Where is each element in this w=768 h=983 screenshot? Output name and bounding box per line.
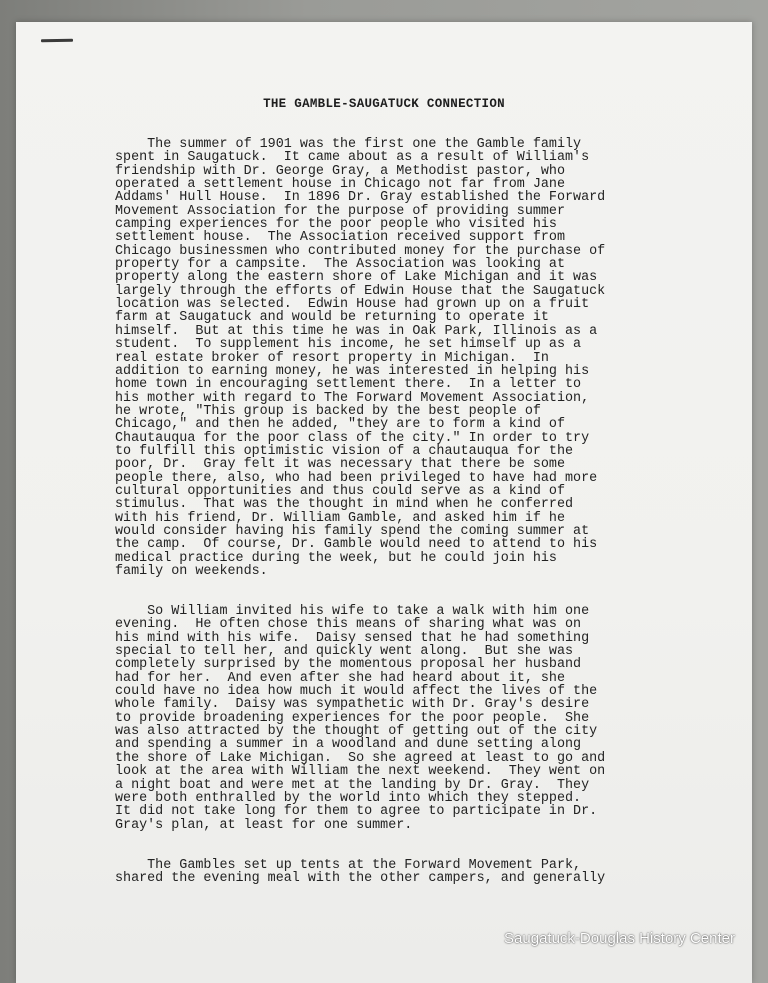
text-line: his mother with regard to The Forward Movement Association, [115, 390, 590, 406]
text-line: stimulus. That was the thought in mind when he conferred [115, 497, 574, 513]
text-line: Gray's plan, at least for one summer. [115, 817, 413, 833]
text-line: cultural opportunities and thus could serve as a kind of [115, 483, 565, 499]
text-line: himself. But at this time he was in Oak Park, Illinois as a [115, 323, 598, 339]
text-line: had for her. And even after she had heard about it, she [115, 670, 565, 686]
text-line: look at the area with William the next weekend. They went on [115, 764, 606, 780]
text-line: addition to earning money, he was interested in helping his [115, 363, 590, 379]
text-line: special to tell her, and quickly went along. But she was [115, 644, 574, 660]
text-line: completely surprised by the momentous proposal her husband [115, 657, 582, 673]
paragraph-gap [115, 578, 655, 605]
text-line: were both enthralled by the world into which they stepped. [115, 790, 582, 806]
text-line: Movement Association for the purpose of providing summer [115, 203, 565, 219]
paragraph-gap [115, 832, 655, 859]
text-line: family on weekends. [115, 564, 268, 579]
text-line: settlement house. The Association received support from [115, 230, 565, 246]
text-line: real estate broker of resort property in Michigan. In [115, 350, 549, 366]
text-line: and spending a summer in a woodland and dune setting along [115, 737, 582, 753]
paragraph [115, 138, 655, 578]
paragraph [115, 605, 655, 832]
staple-mark [41, 39, 73, 43]
text-line: medical practice during the week, but he could join his [115, 550, 557, 566]
document-title: THE GAMBLE-SAUGATUCK CONNECTION [263, 97, 505, 111]
paragraphs [115, 138, 655, 885]
text-line: Chautauqua for the poor class of the city." In order to try [115, 430, 590, 446]
text-line: Chicago," and then he added, "they are to form a kind of [115, 417, 565, 433]
text-line: poor, Dr. Gray felt it was necessary that there be some [115, 457, 565, 473]
text-line: to provide broadening experiences for the poor people. She [115, 710, 590, 726]
text-line: farm at Saugatuck and would be returning to operate it [115, 310, 549, 326]
text-line: Chicago businessmen who contributed money for the purchase of [115, 243, 606, 259]
text-line: a night boat and were met at the landing by Dr. Gray. They [115, 777, 590, 793]
text-line: shared the evening meal with the other campers, and generally [115, 870, 606, 886]
text-line: the shore of Lake Michigan. So she agreed at least to go and [115, 750, 606, 766]
text-line: home town in encouraging settlement there. In a letter to [115, 377, 582, 393]
text-line: property for a campsite. The Association was looking at [115, 257, 565, 273]
text-line: was also attracted by the thought of getting out of the city [115, 724, 598, 740]
text-line: he wrote, "This group is backed by the best people of [115, 403, 541, 419]
text-line: It did not take long for them to agree to participate in Dr. [115, 804, 598, 820]
text-line: evening. He often chose this means of sharing what was on [115, 617, 582, 633]
text-line: Addams' Hull House. In 1896 Dr. Gray established the Forward [115, 190, 606, 206]
watermark-credit: Saugatuck-Douglas History Center [504, 930, 735, 947]
text-line: with his friend, Dr. William Gamble, and asked him if he [115, 510, 565, 526]
text-line: to fulfill this optimistic vision of a chautauqua for the [115, 443, 574, 459]
text-line: student. To supplement his income, he set himself up as a [115, 337, 582, 353]
text-line: spent in Saugatuck. It came about as a result of William's [115, 150, 590, 166]
document-body [115, 138, 655, 885]
document-page [16, 22, 752, 983]
paragraph [115, 859, 655, 886]
text-line: whole family. Daisy was sympathetic with Dr. Gray's desire [115, 697, 590, 713]
text-line: The summer of 1901 was the first one the Gamble family [115, 137, 582, 152]
text-line: camping experiences for the poor people who visited his [115, 217, 557, 233]
text-line: The Gambles set up tents at the Forward Movement Park, [115, 857, 582, 873]
text-line: would consider having his family spend the coming summer at [115, 523, 590, 539]
text-line: his mind with his wife. Daisy sensed that he had something [115, 630, 590, 646]
text-line: friendship with Dr. George Gray, a Methodist pastor, who [115, 163, 565, 179]
text-line: people there, also, who had been privileged to have had more [115, 470, 598, 486]
text-line: property along the eastern shore of Lake Michigan and it was [115, 270, 598, 286]
text-line: the camp. Of course, Dr. Gamble would need to attend to his [115, 537, 598, 553]
text-line: location was selected. Edwin House had grown up on a fruit [115, 297, 590, 313]
text-line: So William invited his wife to take a walk with him one [115, 604, 590, 620]
text-line: could have no idea how much it would affect the lives of the [115, 684, 598, 700]
text-line: operated a settlement house in Chicago not far from Jane [115, 177, 565, 193]
text-line: largely through the efforts of Edwin House that the Saugatuck [115, 283, 606, 299]
